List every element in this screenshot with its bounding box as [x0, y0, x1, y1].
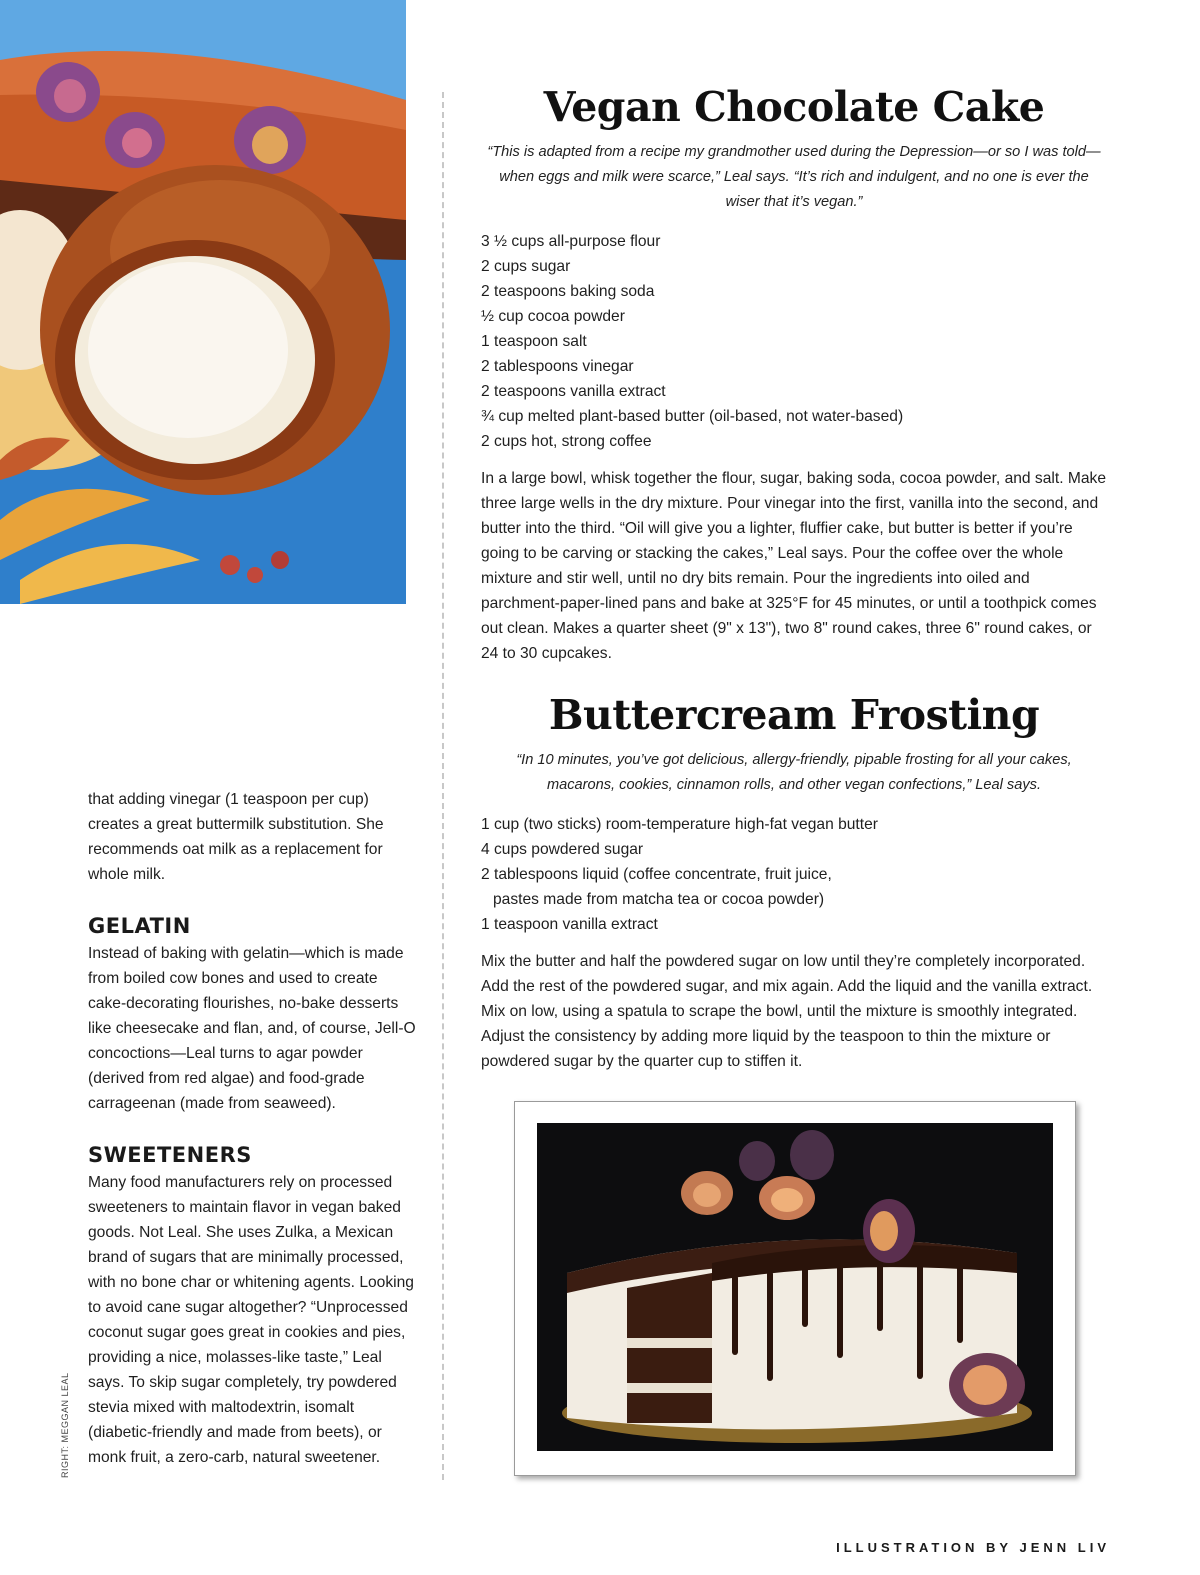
- intro-paragraph: that adding vinegar (1 teaspoon per cup) creates a great buttermilk substitution. She recommends oat milk as a replacement for whole milk.: [88, 791, 384, 883]
- ingredient-item: 1 teaspoon vanilla extract: [481, 916, 658, 933]
- cake-photo: [537, 1123, 1053, 1451]
- ingredient-item: 2 tablespoons liquid (coffee concentrate, fruit juice,: [481, 866, 832, 883]
- cake-method: In a large bowl, whisk together the flour, sugar, baking soda, cocoa powder, and salt. Make three large wells in the dry mixture. Pour vinegar into the first, vanilla into the second, and butter into the third. “Oil will give you a lighter, fluffier cake, but butter is better if you’re going to be carving or stacking the cakes,” Leal says. Pour the coffee over the whole mixture and stir well, until no dry bits remain. Pour the ingredients into oiled and parchment-paper-lined pans and bake at 325°F for 45 minutes, or until a toothpick comes out clean. Makes a quarter sheet (9" x 13"), two 8" round cakes, three 6" round cakes, or 24 to 30 cupcakes.: [481, 470, 1106, 662]
- recipes-column: [481, 80, 1107, 1074]
- ingredient-item: 2 teaspoons vanilla extract: [481, 383, 666, 400]
- ingredient-item: pastes made from matcha tea or cocoa powder): [493, 891, 825, 908]
- frosting-ingredients-list: [481, 812, 1107, 937]
- ingredient-item: ¾ cup melted plant-based butter (oil-based, not water-based): [481, 408, 904, 425]
- cake-photo-frame: [514, 1101, 1076, 1476]
- ingredient-item: 4 cups powdered sugar: [481, 841, 644, 858]
- column-divider: [442, 92, 444, 1480]
- left-column: [88, 787, 418, 1470]
- ingredient-item: 1 teaspoon salt: [481, 333, 587, 350]
- ingredient-item: 2 cups sugar: [481, 258, 571, 275]
- cake-quote: “This is adapted from a recipe my grandmother used during the Depression—or so I was told—when eggs and milk were scarce,” Leal says. “It’s rich and indulgent, and no one is ever the wiser that it’s vegan.”: [487, 144, 1101, 210]
- gelatin-paragraph: Instead of baking with gelatin—which is made from boiled cow bones and used to create cake-decorating flourishes, no-bake desserts like cheesecake and flan, and, of course, Jell-O concoctions—Leal turns to agar powder (derived from red algae) and food-grade carrageenan (made from seaweed).: [88, 945, 416, 1112]
- photo-credit: RIGHT: MEGGAN LEAL: [60, 1372, 70, 1478]
- ingredient-item: ½ cup cocoa powder: [481, 308, 625, 325]
- frosting-quote: “In 10 minutes, you’ve got delicious, allergy-friendly, pipable frosting for all your cakes, macarons, cookies, cinnamon rolls, and other vegan confections,” Leal says.: [516, 752, 1072, 793]
- gelatin-heading: GELATIN: [88, 914, 191, 938]
- ingredient-item: 2 tablespoons vinegar: [481, 358, 634, 375]
- frosting-method: Mix the butter and half the powdered sugar on low until they’re completely incorporated. Add the rest of the powdered sugar, and mix again. Add the liquid and the vanilla extract. Mix on low, using a spatula to scrape the bowl, until the mixture is smoothly integrated. Adjust the consistency by adding more liquid by the teaspoon to thin the mixture or powdered sugar by the quarter cup to stiffen it.: [481, 953, 1093, 1070]
- sweeteners-paragraph: Many food manufacturers rely on processed sweeteners to maintain flavor in vegan baked goods. Not Leal. She uses Zulka, a Mexican brand of sugars that are minimally processed, with no bone char or whitening agents. Looking to avoid cane sugar altogether? “Unprocessed coconut sugar goes great in cookies and pies, providing a nice, molasses-like taste,” Leal says. To skip sugar completely, try powdered stevia mixed with maltodextrin, isomalt (diabetic-friendly and made from beets), or monk fruit, a zero-carb, natural sweetener.: [88, 1174, 414, 1466]
- cake-coconut-illustration: [0, 0, 406, 604]
- illustration-credit: ILLUSTRATION BY JENN LIV: [836, 1540, 1110, 1555]
- cake-ingredients-list: [481, 229, 1107, 454]
- frosting-recipe-title: Buttercream Frosting: [548, 691, 1040, 739]
- sweeteners-heading: SWEETENERS: [88, 1143, 252, 1167]
- ingredient-item: 1 cup (two sticks) room-temperature high-fat vegan butter: [481, 816, 878, 833]
- ingredient-item: 2 teaspoons baking soda: [481, 283, 655, 300]
- ingredient-item: 2 cups hot, strong coffee: [481, 433, 652, 450]
- ingredient-item: 3 ½ cups all-purpose flour: [481, 233, 661, 250]
- cake-recipe-title: Vegan Chocolate Cake: [543, 83, 1045, 131]
